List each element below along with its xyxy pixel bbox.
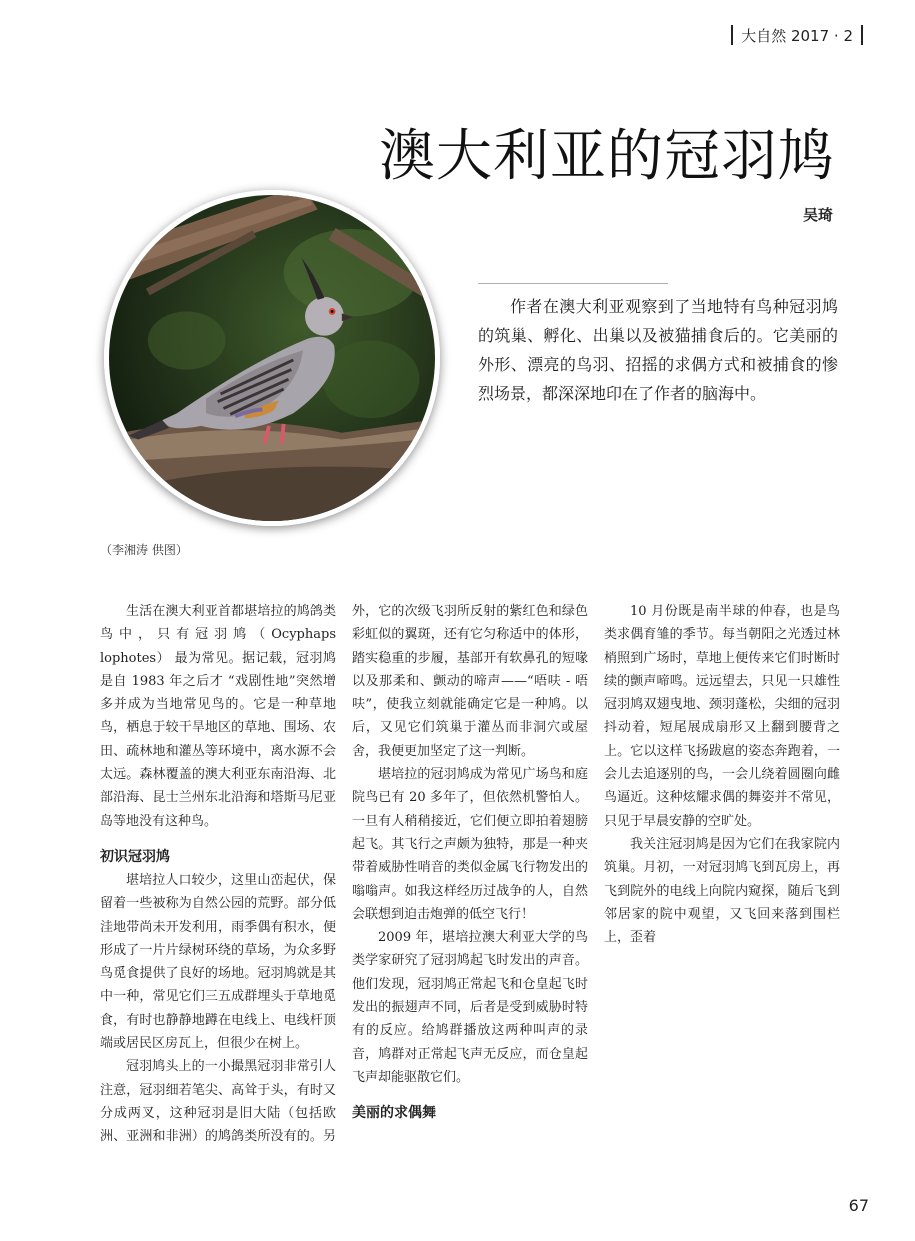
abstract-divider bbox=[478, 283, 668, 284]
page-number: 67 bbox=[848, 1196, 869, 1215]
body-paragraph: 堪培拉的冠羽鸠成为常见广场鸟和庭院鸟已有 20 多年了，但依然机警怕人。一旦有人稍稍接近，它们便立即拍着翅膀起飞。其飞行之声颇为独特，那是一种夹带着威胁性哨音的类似金属飞行物发出的嗡嗡声。如我这样经历过战争的人，自然会联想到迫击炮弹的低空飞行！ bbox=[352, 767, 588, 922]
photo-caption: （李湘涛 供图） bbox=[100, 543, 188, 557]
article-body bbox=[100, 600, 840, 1160]
header-bar-right bbox=[861, 25, 863, 45]
running-header bbox=[731, 24, 863, 46]
article-abstract: 作者在澳大利亚观察到了当地特有鸟种冠羽鸠的筑巢、孵化、出巢以及被猫捕食后的。它美丽的外形、漂亮的鸟羽、招摇的求偶方式和被捕食的惨烈场景，都深深地印在了作者的脑海中。 bbox=[478, 297, 838, 403]
body-paragraph: 堪培拉人口较少，这里山峦起伏，保留着一些被称为自然公园的荒野。部分低洼地带尚未开发利用，雨季偶有积水，便形成了一片片绿树环绕的草场，为众多野鸟觅食提供了良好的场地。冠羽鸠就是其中一种，常见它们三五成群埋头于草地觅食，有时也静静地蹲在电线上、电线杆顶端或居民区房瓦上，但很少在树上。 bbox=[100, 872, 336, 1052]
body-paragraph: 生活在澳大利亚首都堪培拉的鸠鸽类鸟中，只有冠羽鸠（Ocyphaps lophotes） 最为常见。据记载，冠羽鸠是自 1983 年之后才 “戏剧性地”突然增多并成为当地常见鸟的。它是一种草地鸟，栖息于较干旱地区的草地、围场、农田、疏林地和灌丛等环境中，离水源不会太远。森林覆盖的澳大利亚东南沿海、北部沿海、昆士兰州东北沿海和塔斯马尼亚岛等地没有这种鸟。 bbox=[100, 604, 336, 829]
pigeon-photo bbox=[104, 190, 440, 526]
body-paragraph: 冠羽鸠头上的一小撮黑冠羽非常引人注意，冠羽细若笔尖、高耸于头，有时又分成两叉，这种冠羽是旧大陆（包括欧洲、亚洲和非洲）的鸠鸽类所没有的。另外，它的次级飞羽所反射的紫红色和绿色彩虹似的翼斑，还有它匀称适中的体形，踏实稳重的步履，基部开有软鼻孔的短喙以及那柔和、颤动的啼声——“唔呋 - 唔呋”，使我立刻就能确定它是一种鸠。以后，又见它们筑巢于灌丛而非洞穴或屋舍，我便更加坚定了这一判断。 bbox=[100, 604, 588, 1145]
article-author: 吴琦 bbox=[802, 206, 833, 224]
body-paragraph: 我关注冠羽鸠是因为它们在我家院内筑巢。月初，一对冠羽鸠飞到瓦房上，再飞到院外的电线上向院内窥探，随后飞到邻居家的院中观望，又飞回来落到围栏上，歪着 bbox=[604, 836, 840, 946]
magazine-issue: 大自然 2017 · 2 bbox=[741, 26, 853, 45]
section-heading: 美丽的求偶舞 bbox=[352, 1105, 436, 1122]
header-bar-left bbox=[731, 25, 733, 45]
section-heading: 初识冠羽鸠 bbox=[100, 848, 170, 865]
body-paragraph: 10 月份既是南半球的仲春，也是鸟类求偶育雏的季节。每当朝阳之光透过林梢照到广场时，草地上便传来它们时断时续的颤声啼鸣。远远望去，只见一只雄性冠羽鸠双翅曳地、颈羽蓬松，尖细的冠羽抖动着，短尾展成扇形又上翻到腰背之上。它以这样飞扬跋扈的姿态奔跑着，一会儿去追逐别的鸟，一会儿绕着圆圈向雌鸟逼近。这种炫耀求偶的舞姿并不常见，只见于早晨安静的空旷处。 bbox=[604, 604, 840, 829]
body-paragraph: 2009 年，堪培拉澳大利亚大学的鸟类学家研究了冠羽鸠起飞时发出的声音。他们发现，冠羽鸠正常起飞和仓皇起飞时发出的振翅声不同，后者是受到威胁时特有的反应。给鸠群播放这两种叫声的录音，鸠群对正常起飞声无反应，而仓皇起飞声却能驱散它们。 bbox=[352, 930, 588, 1085]
article-title: 澳大利亚的冠羽鸠 bbox=[379, 124, 835, 189]
